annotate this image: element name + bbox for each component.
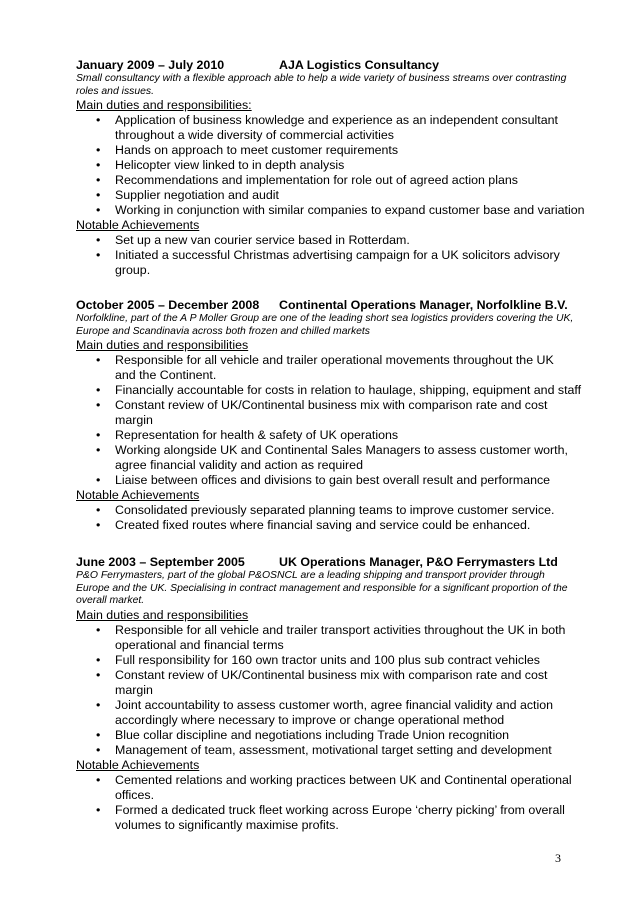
job-description: P&O Ferrymasters, part of the global P&OSNCL are a leading shipping and transport provider through Europe and the UK. Specialising in contract management and responsible for a significant proportion of the overall market. xyxy=(76,570,568,606)
job-role: AJA Logistics Consultancy xyxy=(279,58,439,72)
list-item: • Working in conjunction with similar companies to expand customer base and variation xyxy=(96,203,585,217)
job-entry-norfolkline xyxy=(76,298,582,533)
list-item: • Cemented relations and working practices between UK and Continental operational offices. xyxy=(96,772,572,802)
list-item: • Blue collar discipline and negotiations including Trade Union recognition xyxy=(96,727,509,742)
bullet-icon: • xyxy=(96,652,101,667)
list-item: • Set up a new van courier service based in Rotterdam. xyxy=(96,233,410,247)
list-item: • Created fixed routes where financial saving and service could be enhanced. xyxy=(96,518,531,532)
list-item: • Recommendations and implementation for role out of agreed action plans xyxy=(96,173,518,187)
bullet-icon: • xyxy=(96,188,101,202)
page-number: 3 xyxy=(555,851,561,865)
bullet-icon: • xyxy=(96,173,101,187)
list-item: • Joint accountability to assess customer worth, agree financial validity and action accordingly where necessary to improve or change operational method xyxy=(96,697,554,727)
job-header xyxy=(76,298,576,313)
bullet-icon: • xyxy=(96,742,101,757)
bullet-icon: • xyxy=(96,398,101,412)
list-item: • Representation for health & safety of UK operations xyxy=(96,428,399,442)
list-item: • Initiated a successful Christmas advertising campaign for a UK solicitors advisory group. xyxy=(96,248,560,277)
bullet-icon: • xyxy=(96,158,101,172)
duties-heading: Main duties and responsibilities: xyxy=(76,98,252,112)
bullet-icon: • xyxy=(96,233,101,247)
bullet-icon: • xyxy=(96,503,101,517)
bullet-icon: • xyxy=(96,203,101,217)
achievements-list xyxy=(76,773,576,833)
achievements-heading: Notable Achievements xyxy=(76,488,200,502)
bullet-icon: • xyxy=(96,443,101,457)
job-dates: January 2009 – July 2010 xyxy=(76,58,225,72)
list-item: • Supplier negotiation and audit xyxy=(96,188,279,202)
list-item: • Liaise between offices and divisions to gain best overall result and performance xyxy=(96,473,551,487)
job-description: Norfolkline, part of the A P Moller Group are one of the leading short sea logistics providers covering the UK, Europe and Scandinavia across both frozen and chilled markets xyxy=(76,313,574,337)
job-description: Small consultancy with a flexible approach able to help a wide variety of business streams over contrasting roles and issues. xyxy=(76,73,567,97)
list-item: • Responsible for all vehicle and trailer operational movements throughout the UK and the Continent. xyxy=(96,353,554,382)
bullet-icon: • xyxy=(96,143,101,157)
duties-list xyxy=(76,113,585,218)
job-role: Continental Operations Manager, Norfolkline B.V. xyxy=(279,298,568,312)
list-item: • Helicopter view linked to in depth analysis xyxy=(96,158,345,172)
job-role: UK Operations Manager, P&O Ferrymasters Ltd xyxy=(279,555,558,569)
duties-list xyxy=(76,353,582,488)
job-header xyxy=(76,555,576,570)
bullet-icon: • xyxy=(96,428,101,442)
job-dates: June 2003 – September 2005 xyxy=(76,555,245,569)
list-item: • Application of business knowledge and experience as an independent consultant throughout a wide diversity of commercial activities xyxy=(96,113,558,142)
list-item: • Management of team, assessment, motivational target setting and development xyxy=(96,742,552,757)
job-dates: October 2005 – December 2008 xyxy=(76,298,260,312)
list-item: • Hands on approach to meet customer requirements xyxy=(96,143,399,157)
list-item: • Working alongside UK and Continental Sales Managers to assess customer worth, agree financial validity and action as required xyxy=(96,443,568,472)
bullet-icon: • xyxy=(96,383,101,397)
list-item: • Financially accountable for costs in relation to haulage, shipping, equipment and staff xyxy=(96,383,582,397)
duties-list xyxy=(76,623,576,758)
bullet-icon: • xyxy=(96,518,101,532)
duties-heading: Main duties and responsibilities xyxy=(76,607,249,622)
list-item: • Formed a dedicated truck fleet working across Europe ‘cherry picking’ from overall volumes to significantly maximise profits. xyxy=(96,802,565,832)
achievements-heading: Notable Achievements xyxy=(76,757,200,772)
duties-heading: Main duties and responsibilities xyxy=(76,338,249,352)
bullet-icon: • xyxy=(96,697,101,712)
list-item: • Full responsibility for 160 own tractor units and 100 plus sub contract vehicles xyxy=(96,652,540,667)
bullet-icon: • xyxy=(96,727,101,742)
job-entry-aja xyxy=(76,58,585,278)
bullet-icon: • xyxy=(96,667,101,682)
bullet-icon: • xyxy=(96,802,101,817)
bullet-icon: • xyxy=(96,248,101,262)
bullet-icon: • xyxy=(96,772,101,787)
bullet-icon: • xyxy=(96,353,101,367)
achievements-heading: Notable Achievements xyxy=(76,218,200,232)
achievements-list xyxy=(76,503,576,533)
achievements-list xyxy=(76,233,576,278)
list-item: • Constant review of UK/Continental business mix with comparison rate and cost margin xyxy=(96,667,548,697)
bullet-icon: • xyxy=(96,622,101,637)
bullet-icon: • xyxy=(96,113,101,127)
list-item: • Constant review of UK/Continental business mix with comparison rate and cost margin xyxy=(96,398,548,427)
list-item: • Responsible for all vehicle and trailer transport activities throughout the UK in both operational and financial terms xyxy=(96,622,566,652)
bullet-icon: • xyxy=(96,473,101,487)
list-item: • Consolidated previously separated planning teams to improve customer service. xyxy=(96,503,555,517)
job-entry-po-ferrymasters xyxy=(76,555,576,833)
job-header xyxy=(76,58,576,73)
